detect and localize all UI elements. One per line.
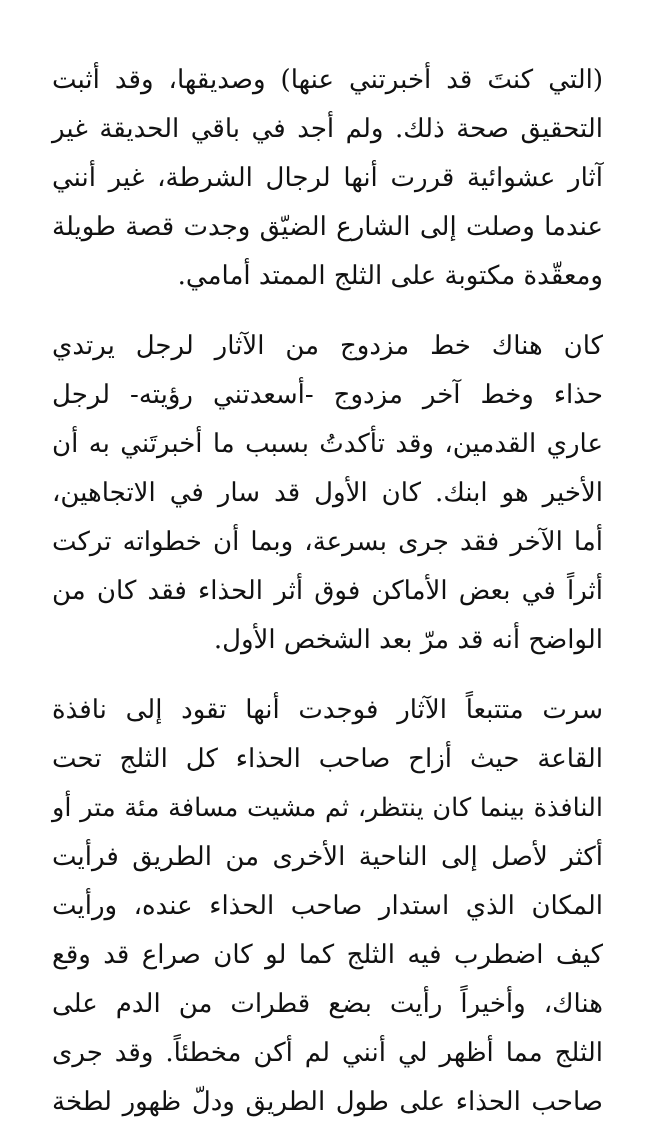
text-line: المكان الذي استدار صاحب الحذاء عنده، ورأيت	[52, 891, 603, 921]
paragraph-1	[52, 56, 603, 301]
paragraph-3	[52, 686, 603, 1127]
text-line: النافذة بينما كان ينتظر، ثم مشيت مسافة مئة متر أو	[52, 793, 603, 823]
text-line: الثلج مما أظهر لي أنني لم أكن مخطئاً. وقد جرى	[52, 1038, 603, 1068]
text-line: عاري القدمين، وقد تأكدتُ بسبب ما أخبرتَني به أن	[52, 429, 603, 459]
text-line: سرت متتبعاً الآثار فوجدت أنها تقود إلى نافذة	[52, 695, 603, 725]
text-line: ومعقّدة مكتوبة على الثلج الممتد أمامي.	[177, 261, 603, 291]
text-line: أكثر لأصل إلى الناحية الأخرى من الطريق فرأيت	[52, 842, 603, 872]
text-line: القاعة حيث أزاح صاحب الحذاء كل الثلج تحت	[52, 744, 603, 774]
text-line: حذاء وخط آخر مزدوج -أسعدتني رؤيته- لرجل	[52, 380, 603, 410]
text-line: الواضح أنه قد مرّ بعد الشخص الأول.	[213, 625, 603, 655]
text-line: صاحب الحذاء على طول الطريق ودلّ ظهور لطخة	[52, 1087, 603, 1117]
text-line: كان هناك خط مزدوج من الآثار لرجل يرتدي	[52, 331, 603, 361]
text-line: عندما وصلت إلى الشارع الضيّق وجدت قصة طويلة	[52, 212, 603, 242]
text-line: أما الآخر فقد جرى بسرعة، وبما أن خطواته تركت	[52, 527, 603, 557]
text-line: التحقيق صحة ذلك. ولم أجد في باقي الحديقة غير	[52, 114, 603, 144]
text-line: كيف اضطرب فيه الثلج كما لو كان صراع قد وقع	[52, 940, 604, 970]
text-line: الأخير هو ابنك. كان الأول قد سار في الاتجاهين،	[52, 478, 603, 508]
text-line: أثراً في بعض الأماكن فوق أثر الحذاء فقد كان من	[52, 576, 603, 606]
text-line: هناك، وأخيراً رأيت بضع قطرات من الدم على	[52, 989, 603, 1019]
text-line: (التي كنتَ قد أخبرتني عنها) وصديقها، وقد أثبت	[52, 65, 603, 95]
text-line: آثار عشوائية قررت أنها لرجال الشرطة، غير أنني	[52, 163, 603, 193]
paragraph-2	[52, 322, 603, 665]
